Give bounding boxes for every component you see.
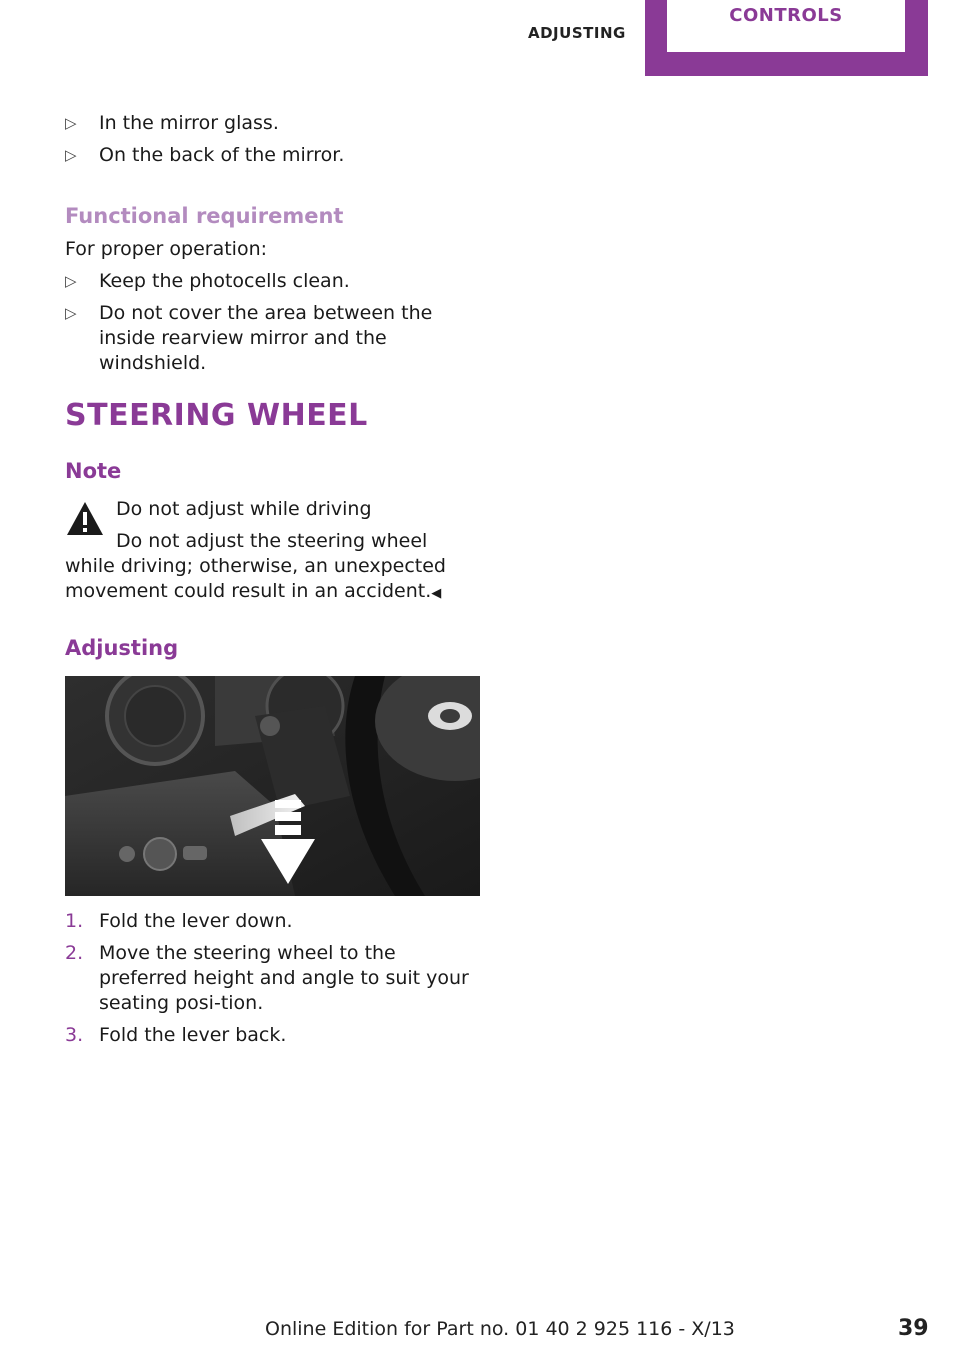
warning-text: Do not adjust the steering wheel while driving; otherwise, an unexpected movement could result in an accident.◀ — [65, 530, 446, 602]
adjusting-heading: Adjusting — [65, 636, 179, 660]
page-number: 39 — [898, 1316, 929, 1341]
chapter-tab-label: CONTROLS — [729, 5, 843, 26]
step-number: 3. — [65, 1024, 84, 1046]
bullet-triangle-icon: ▷ — [65, 272, 77, 290]
steering-wheel-heading: STEERING WHEEL — [65, 398, 368, 433]
step-number: 1. — [65, 910, 84, 932]
chapter-tab — [645, 0, 928, 76]
functional-lead: For proper operation: — [65, 238, 268, 260]
end-mark-icon: ◀ — [431, 586, 442, 601]
bullet-triangle-icon: ▷ — [65, 304, 77, 322]
note-heading: Note — [65, 459, 122, 483]
edition-footer: Online Edition for Part no. 01 40 2 925 116 - X/13 — [265, 1318, 735, 1340]
steering-column-lever-photo — [65, 676, 480, 896]
functional-requirement-heading: Functional requirement — [65, 204, 344, 228]
warning-title: Do not adjust while driving — [116, 498, 372, 520]
step-number: 2. — [65, 942, 84, 964]
bullet-triangle-icon: ▷ — [65, 114, 77, 132]
running-section-title: ADJUSTING — [528, 24, 626, 42]
chapter-tab-label-box — [667, 0, 905, 52]
bullet-triangle-icon: ▷ — [65, 146, 77, 164]
